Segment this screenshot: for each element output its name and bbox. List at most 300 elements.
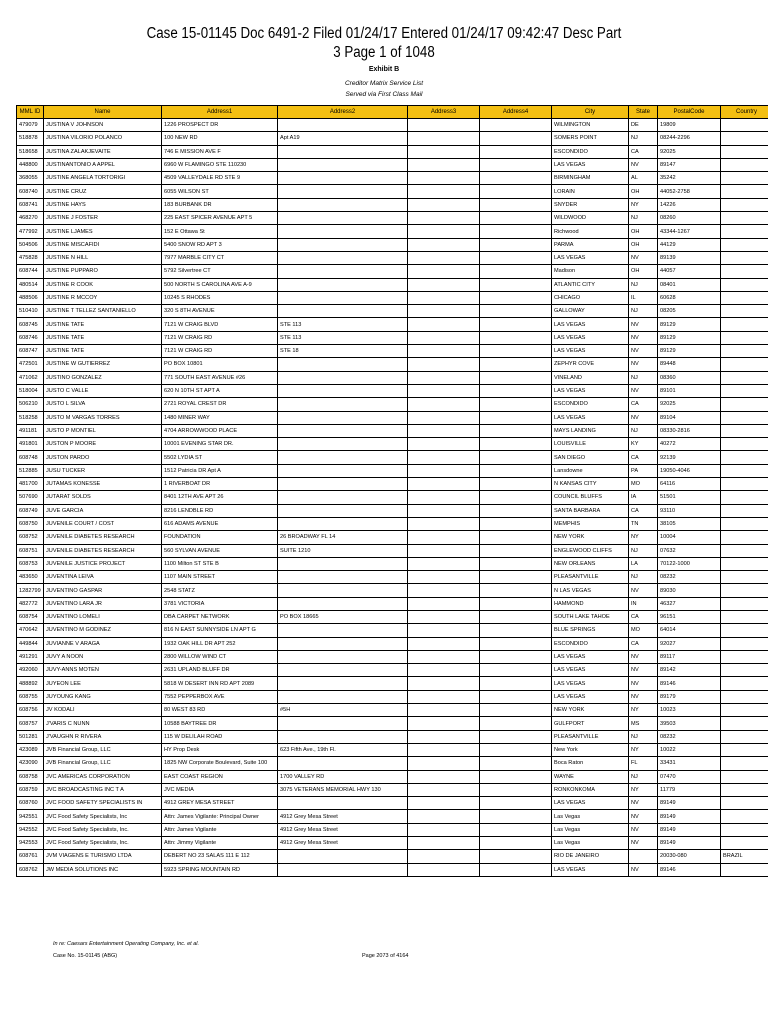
table-cell bbox=[480, 757, 552, 770]
table-cell: New York bbox=[552, 743, 629, 756]
table-cell: 942551 bbox=[17, 810, 44, 823]
table-cell bbox=[408, 411, 480, 424]
table-cell bbox=[408, 225, 480, 238]
column-header: Address4 bbox=[480, 106, 552, 119]
table-cell bbox=[721, 464, 768, 477]
table-cell bbox=[480, 198, 552, 211]
table-cell bbox=[721, 384, 768, 397]
table-cell: 608757 bbox=[17, 717, 44, 730]
table-row bbox=[17, 145, 768, 158]
table-cell: 608756 bbox=[17, 704, 44, 717]
table-cell bbox=[480, 119, 552, 132]
table-cell bbox=[721, 371, 768, 384]
table-cell: NJ bbox=[629, 424, 658, 437]
table-cell: 608749 bbox=[17, 504, 44, 517]
table-cell: 518258 bbox=[17, 411, 44, 424]
table-cell: 64014 bbox=[658, 624, 721, 637]
table-cell: 93110 bbox=[658, 504, 721, 517]
table-cell: 470642 bbox=[17, 624, 44, 637]
table-cell: JUVENILE DIABETES RESEARCH bbox=[44, 544, 162, 557]
table-cell bbox=[480, 704, 552, 717]
table-cell bbox=[721, 251, 768, 264]
table-row bbox=[17, 464, 768, 477]
table-cell bbox=[480, 331, 552, 344]
table-row bbox=[17, 331, 768, 344]
table-row bbox=[17, 438, 768, 451]
table-cell: JUSTINE R COOK bbox=[44, 278, 162, 291]
table-cell: PA bbox=[629, 464, 658, 477]
table-cell: 92025 bbox=[658, 145, 721, 158]
table-cell: NV bbox=[629, 863, 658, 876]
table-cell: PO BOX 18665 bbox=[278, 610, 408, 623]
table-cell: NV bbox=[629, 345, 658, 358]
table-cell: 7121 W CRAIG RD bbox=[162, 331, 278, 344]
table-cell: JUSTON P MOORE bbox=[44, 438, 162, 451]
table-cell: EAST COAST REGION bbox=[162, 770, 278, 783]
table-cell bbox=[480, 730, 552, 743]
table-cell: OH bbox=[629, 238, 658, 251]
table-cell: JUVENTINA LEIVA bbox=[44, 571, 162, 584]
table-cell: SUITE 1210 bbox=[278, 544, 408, 557]
table-cell: JV KODALI bbox=[44, 704, 162, 717]
table-cell bbox=[721, 730, 768, 743]
table-cell: KY bbox=[629, 438, 658, 451]
table-cell bbox=[278, 438, 408, 451]
table-cell bbox=[408, 464, 480, 477]
table-cell: JVC Food Safety Specialists, Inc bbox=[44, 810, 162, 823]
table-cell: HY Prop Desk bbox=[162, 743, 278, 756]
table-cell: BRAZIL bbox=[721, 850, 768, 863]
table-row bbox=[17, 730, 768, 743]
table-cell: 507690 bbox=[17, 491, 44, 504]
table-cell bbox=[721, 411, 768, 424]
table-cell: 771 SOUTH EAST AVENUE #26 bbox=[162, 371, 278, 384]
table-header-row bbox=[17, 106, 768, 119]
table-cell: Las Vegas bbox=[552, 810, 629, 823]
table-cell: 942552 bbox=[17, 823, 44, 836]
table-cell: CHICAGO bbox=[552, 291, 629, 304]
table-cell bbox=[278, 730, 408, 743]
table-cell bbox=[721, 238, 768, 251]
table-cell bbox=[480, 664, 552, 677]
table-cell: 6055 WILSON ST bbox=[162, 185, 278, 198]
table-cell: 492060 bbox=[17, 664, 44, 677]
table-cell: 1480 MINER WAY bbox=[162, 411, 278, 424]
table-cell: 46327 bbox=[658, 597, 721, 610]
table-cell: 14226 bbox=[658, 198, 721, 211]
table-cell bbox=[278, 690, 408, 703]
table-cell bbox=[408, 318, 480, 331]
table-cell: IA bbox=[629, 491, 658, 504]
table-cell bbox=[278, 850, 408, 863]
table-cell bbox=[480, 451, 552, 464]
table-cell: 477992 bbox=[17, 225, 44, 238]
table-cell bbox=[480, 677, 552, 690]
table-cell bbox=[408, 345, 480, 358]
table-cell bbox=[408, 770, 480, 783]
table-cell: LAS VEGAS bbox=[552, 384, 629, 397]
table-cell: DE bbox=[629, 119, 658, 132]
table-cell: Attn: Jimmy Vigilante bbox=[162, 837, 278, 850]
table-cell bbox=[408, 637, 480, 650]
case-header-line-2: 3 Page 1 of 1048 bbox=[333, 44, 435, 61]
table-cell bbox=[278, 278, 408, 291]
table-cell bbox=[278, 650, 408, 663]
table-cell bbox=[278, 664, 408, 677]
table-cell: 501281 bbox=[17, 730, 44, 743]
table-cell: J'VAUGHN R RIVERA bbox=[44, 730, 162, 743]
table-row bbox=[17, 650, 768, 663]
table-cell bbox=[408, 557, 480, 570]
table-cell bbox=[408, 265, 480, 278]
table-cell: 89142 bbox=[658, 664, 721, 677]
table-cell: NV bbox=[629, 158, 658, 171]
table-cell bbox=[480, 158, 552, 171]
table-cell: 488506 bbox=[17, 291, 44, 304]
table-cell bbox=[480, 185, 552, 198]
table-cell: 89129 bbox=[658, 345, 721, 358]
table-row bbox=[17, 863, 768, 876]
table-cell: 89101 bbox=[658, 384, 721, 397]
table-cell: 423089 bbox=[17, 743, 44, 756]
table-cell: GULFPORT bbox=[552, 717, 629, 730]
table-row bbox=[17, 544, 768, 557]
column-header: PostalCode bbox=[658, 106, 721, 119]
table-cell bbox=[278, 757, 408, 770]
table-cell: 1825 NW Corporate Boulevard, Suite 100 bbox=[162, 757, 278, 770]
table-cell: 89149 bbox=[658, 797, 721, 810]
table-cell bbox=[721, 291, 768, 304]
table-cell: 448800 bbox=[17, 158, 44, 171]
creditor-matrix-table bbox=[16, 105, 768, 877]
table-cell: 5792 Silvertree CT bbox=[162, 265, 278, 278]
table-cell: JVC Food Safety Specialists, Inc. bbox=[44, 837, 162, 850]
table-cell: 33431 bbox=[658, 757, 721, 770]
table-cell bbox=[480, 837, 552, 850]
table-cell bbox=[480, 504, 552, 517]
table-cell bbox=[408, 145, 480, 158]
table-cell: LAS VEGAS bbox=[552, 690, 629, 703]
table-cell: 3781 VICTORIA bbox=[162, 597, 278, 610]
table-cell: 608750 bbox=[17, 517, 44, 530]
table-row bbox=[17, 783, 768, 796]
table-cell: JUVENILE COURT / COST bbox=[44, 517, 162, 530]
table-cell bbox=[278, 265, 408, 278]
table-cell bbox=[721, 810, 768, 823]
table-cell bbox=[408, 238, 480, 251]
table-cell bbox=[480, 571, 552, 584]
table-cell: 38105 bbox=[658, 517, 721, 530]
table-cell: JW MEDIA SOLUTIONS INC bbox=[44, 863, 162, 876]
table-cell: 7121 W CRAIG BLVD bbox=[162, 318, 278, 331]
table-cell: JUVENTINO M GODINEZ bbox=[44, 624, 162, 637]
table-cell bbox=[721, 624, 768, 637]
table-cell: JUSTINE T TELLEZ SANTANIELLO bbox=[44, 305, 162, 318]
table-cell bbox=[721, 837, 768, 850]
table-cell: 518878 bbox=[17, 132, 44, 145]
table-cell: JUVENTINO GASPAR bbox=[44, 584, 162, 597]
table-cell: 608758 bbox=[17, 770, 44, 783]
table-cell: 472501 bbox=[17, 358, 44, 371]
table-cell: LOUISVILLE bbox=[552, 438, 629, 451]
table-cell bbox=[721, 504, 768, 517]
table-cell: 44129 bbox=[658, 238, 721, 251]
table-cell bbox=[408, 517, 480, 530]
table-cell: 500 NORTH S CAROLINA AVE A-9 bbox=[162, 278, 278, 291]
table-cell: BIRMINGHAM bbox=[552, 172, 629, 185]
table-cell: STE 113 bbox=[278, 318, 408, 331]
table-cell bbox=[408, 451, 480, 464]
table-cell bbox=[721, 783, 768, 796]
table-row bbox=[17, 291, 768, 304]
table-cell: 89104 bbox=[658, 411, 721, 424]
table-cell: Attn: James Vigilante: Principal Owner bbox=[162, 810, 278, 823]
table-cell bbox=[721, 557, 768, 570]
table-cell bbox=[408, 438, 480, 451]
table-cell bbox=[721, 597, 768, 610]
table-cell bbox=[278, 491, 408, 504]
table-cell: JUSTO C VALLE bbox=[44, 384, 162, 397]
table-cell: WAYNE bbox=[552, 770, 629, 783]
table-cell: 20030-080 bbox=[658, 850, 721, 863]
table-row bbox=[17, 305, 768, 318]
table-cell bbox=[721, 345, 768, 358]
table-cell: 608748 bbox=[17, 451, 44, 464]
table-cell: J'VARIS C NUNN bbox=[44, 717, 162, 730]
table-cell: NY bbox=[629, 531, 658, 544]
table-cell bbox=[408, 358, 480, 371]
table-cell: TN bbox=[629, 517, 658, 530]
table-cell: MO bbox=[629, 478, 658, 491]
table-cell bbox=[480, 810, 552, 823]
table-cell: 19050-4046 bbox=[658, 464, 721, 477]
table-cell: NY bbox=[629, 198, 658, 211]
table-cell bbox=[408, 664, 480, 677]
table-row bbox=[17, 238, 768, 251]
table-cell: 07470 bbox=[658, 770, 721, 783]
table-cell: SOUTH LAKE TAHOE bbox=[552, 610, 629, 623]
table-cell: 608755 bbox=[17, 690, 44, 703]
table-cell bbox=[480, 797, 552, 810]
table-cell: JUVE GARCIA bbox=[44, 504, 162, 517]
table-cell bbox=[480, 438, 552, 451]
table-row bbox=[17, 637, 768, 650]
table-cell: NJ bbox=[629, 544, 658, 557]
table-cell bbox=[721, 743, 768, 756]
table-cell: JUSTINE LJAMES bbox=[44, 225, 162, 238]
table-cell bbox=[278, 624, 408, 637]
table-cell bbox=[480, 278, 552, 291]
table-cell: 4912 Grey Mesa Street bbox=[278, 810, 408, 823]
table-row bbox=[17, 610, 768, 623]
table-cell: 43344-1267 bbox=[658, 225, 721, 238]
table-cell: 100 NEW RD bbox=[162, 132, 278, 145]
table-cell bbox=[408, 251, 480, 264]
table-cell: ESCONDIDO bbox=[552, 398, 629, 411]
table-cell bbox=[480, 384, 552, 397]
table-cell: 35242 bbox=[658, 172, 721, 185]
table-cell: SAN DIEGO bbox=[552, 451, 629, 464]
table-cell bbox=[408, 119, 480, 132]
table-cell bbox=[721, 770, 768, 783]
table-cell: 08360 bbox=[658, 371, 721, 384]
table-cell: JUVY A NOON bbox=[44, 650, 162, 663]
table-cell: 8401 12TH AVE APT 26 bbox=[162, 491, 278, 504]
table-cell: 2548 STATZ bbox=[162, 584, 278, 597]
table-cell: STE 113 bbox=[278, 331, 408, 344]
table-cell: SOMERS POINT bbox=[552, 132, 629, 145]
table-cell bbox=[480, 464, 552, 477]
table-cell: 39503 bbox=[658, 717, 721, 730]
table-cell: 5818 W DESERT INN RD APT 2089 bbox=[162, 677, 278, 690]
table-cell bbox=[721, 158, 768, 171]
table-cell: 1107 MAIN STREET bbox=[162, 571, 278, 584]
table-cell bbox=[278, 185, 408, 198]
table-cell: NJ bbox=[629, 730, 658, 743]
table-cell: 10022 bbox=[658, 743, 721, 756]
table-cell: JUSTINE W GUTIERREZ bbox=[44, 358, 162, 371]
table-cell: JUVY-ANNS MOTEN bbox=[44, 664, 162, 677]
table-cell bbox=[408, 185, 480, 198]
table-cell: LAS VEGAS bbox=[552, 318, 629, 331]
table-cell: NV bbox=[629, 411, 658, 424]
table-cell: 2721 ROYAL CREST DR bbox=[162, 398, 278, 411]
table-cell: 1282799 bbox=[17, 584, 44, 597]
table-cell bbox=[721, 690, 768, 703]
service-method: Served via First Class Mail bbox=[345, 91, 423, 98]
table-cell: JUSTO M VARGAS TORRES bbox=[44, 411, 162, 424]
table-cell: JUSTINE J FOSTER bbox=[44, 212, 162, 225]
table-cell: SANTA BARBARA bbox=[552, 504, 629, 517]
table-cell bbox=[721, 331, 768, 344]
table-cell: MS bbox=[629, 717, 658, 730]
table-row bbox=[17, 797, 768, 810]
table-row bbox=[17, 398, 768, 411]
table-cell: JUSTINA V JOHNSON bbox=[44, 119, 162, 132]
table-cell: 5502 LYDIA ST bbox=[162, 451, 278, 464]
table-cell: CA bbox=[629, 145, 658, 158]
table-cell: JUSTO L SILVA bbox=[44, 398, 162, 411]
case-header-line-1: Case 15-01145 Doc 6491-2 Filed 01/24/17 Entered 01/24/17 09:42:47 Desc Part bbox=[146, 25, 622, 42]
table-row bbox=[17, 717, 768, 730]
table-cell bbox=[721, 757, 768, 770]
table-cell: 623 Fifth Ave., 19th Fl. bbox=[278, 743, 408, 756]
table-cell: Madison bbox=[552, 265, 629, 278]
table-cell: JUSTINE CRUZ bbox=[44, 185, 162, 198]
table-cell bbox=[408, 132, 480, 145]
table-cell: 89139 bbox=[658, 251, 721, 264]
table-cell bbox=[480, 597, 552, 610]
table-cell: JUVENILE JUSTICE PROJECT bbox=[44, 557, 162, 570]
table-cell: 152 E Ottawa St bbox=[162, 225, 278, 238]
table-cell: 89030 bbox=[658, 584, 721, 597]
table-row bbox=[17, 597, 768, 610]
table-row bbox=[17, 212, 768, 225]
table-cell: PARMA bbox=[552, 238, 629, 251]
table-cell: NJ bbox=[629, 132, 658, 145]
table-cell: ENGLEWOOD CLIFFS bbox=[552, 544, 629, 557]
table-cell: 1226 PROSPECT DR bbox=[162, 119, 278, 132]
table-cell: 5400 SNOW RD APT 3 bbox=[162, 238, 278, 251]
table-cell: LA bbox=[629, 557, 658, 570]
table-cell: LORAIN bbox=[552, 185, 629, 198]
table-cell bbox=[480, 531, 552, 544]
table-row bbox=[17, 251, 768, 264]
table-cell: JUSTINE TATE bbox=[44, 331, 162, 344]
table-cell bbox=[408, 584, 480, 597]
table-cell bbox=[278, 238, 408, 251]
table-cell: JVC MEDIA bbox=[162, 783, 278, 796]
table-cell: ZEPHYR COVE bbox=[552, 358, 629, 371]
table-cell: 10001 EVENING STAR DR. bbox=[162, 438, 278, 451]
table-cell: 10023 bbox=[658, 704, 721, 717]
table-cell bbox=[408, 331, 480, 344]
table-cell bbox=[480, 145, 552, 158]
table-cell: CA bbox=[629, 610, 658, 623]
table-cell bbox=[480, 637, 552, 650]
table-cell: Attn: James Vigilante bbox=[162, 823, 278, 836]
table-row bbox=[17, 371, 768, 384]
table-cell: 608761 bbox=[17, 850, 44, 863]
table-cell: 26 BROADWAY FL 14 bbox=[278, 531, 408, 544]
table-cell: JUVENTINO LARA JR bbox=[44, 597, 162, 610]
table-cell bbox=[480, 783, 552, 796]
table-cell: NV bbox=[629, 664, 658, 677]
table-cell bbox=[408, 757, 480, 770]
table-cell: 89129 bbox=[658, 318, 721, 331]
table-cell: IN bbox=[629, 597, 658, 610]
table-cell bbox=[721, 531, 768, 544]
table-cell: MEMPHIS bbox=[552, 517, 629, 530]
table-cell: IL bbox=[629, 291, 658, 304]
table-cell bbox=[480, 251, 552, 264]
table-cell: NV bbox=[629, 318, 658, 331]
table-cell: NV bbox=[629, 797, 658, 810]
table-cell: 491181 bbox=[17, 424, 44, 437]
table-cell: NV bbox=[629, 251, 658, 264]
table-cell bbox=[480, 132, 552, 145]
column-header: Address3 bbox=[408, 106, 480, 119]
table-cell: NV bbox=[629, 584, 658, 597]
table-cell: 483650 bbox=[17, 571, 44, 584]
table-cell bbox=[408, 610, 480, 623]
table-cell bbox=[721, 478, 768, 491]
table-cell: NV bbox=[629, 677, 658, 690]
table-cell: 5923 SPRING MOUNTAIN RD bbox=[162, 863, 278, 876]
table-cell: OH bbox=[629, 185, 658, 198]
table-cell bbox=[278, 145, 408, 158]
table-row bbox=[17, 664, 768, 677]
table-cell bbox=[278, 597, 408, 610]
table-cell bbox=[408, 597, 480, 610]
table-cell: WILDWOOD bbox=[552, 212, 629, 225]
table-cell: NV bbox=[629, 358, 658, 371]
table-cell: 608747 bbox=[17, 345, 44, 358]
table-cell bbox=[408, 544, 480, 557]
table-row bbox=[17, 690, 768, 703]
table-cell bbox=[408, 730, 480, 743]
table-row bbox=[17, 810, 768, 823]
column-header: Address1 bbox=[162, 106, 278, 119]
table-row bbox=[17, 571, 768, 584]
table-cell: FOUNDATION bbox=[162, 531, 278, 544]
table-cell: ESCONDIDO bbox=[552, 637, 629, 650]
table-cell: JUSTINE MISCAFIDI bbox=[44, 238, 162, 251]
table-row bbox=[17, 624, 768, 637]
table-cell: 616 ADAMS AVENUE bbox=[162, 517, 278, 530]
table-cell bbox=[408, 837, 480, 850]
table-cell bbox=[721, 318, 768, 331]
